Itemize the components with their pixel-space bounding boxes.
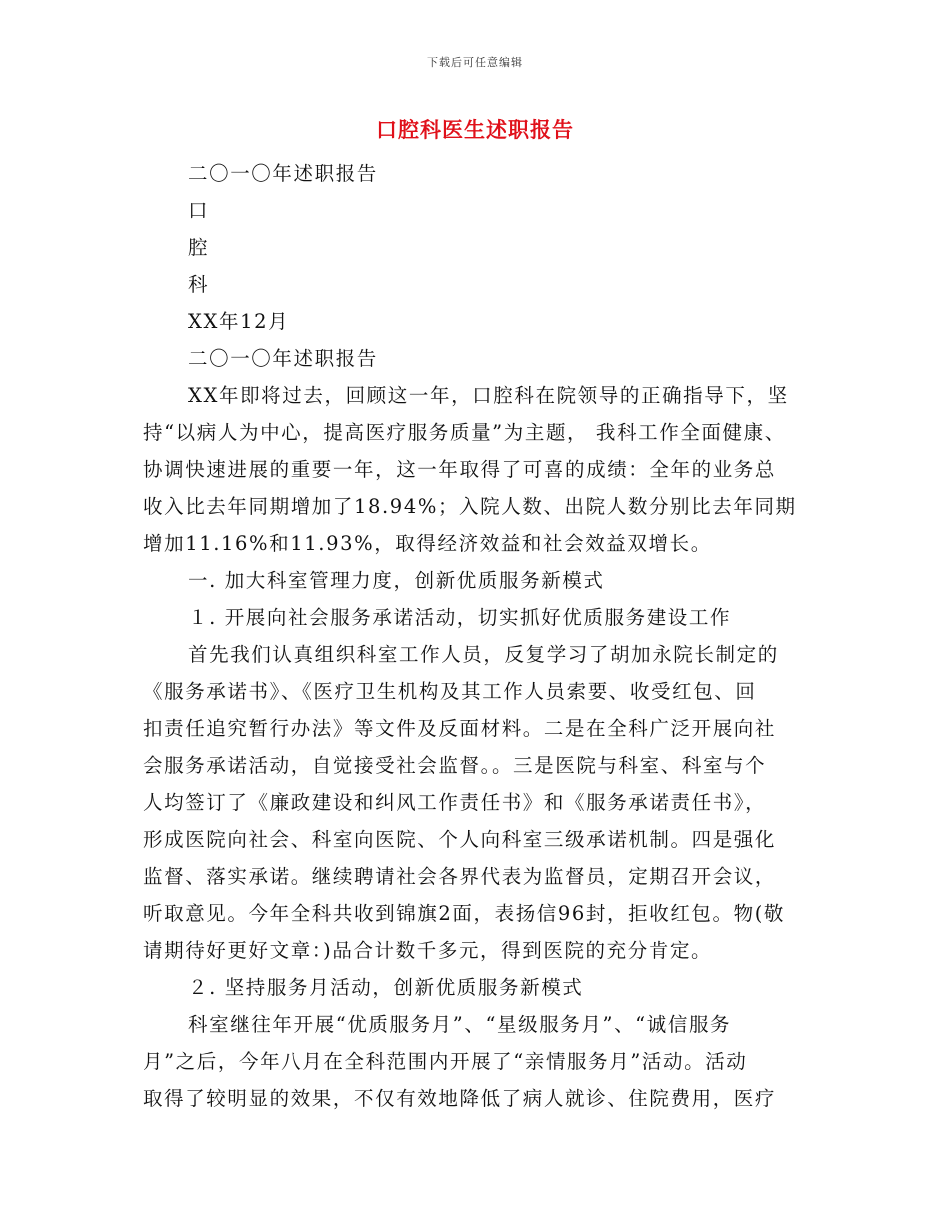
body-line: 扣责任追究暂行办法》等文件及反面材料。二是在全科广泛开展向社 [143,717,777,740]
body-line: 请期待好更好文章：)品合计数千多元，得到医院的充分肯定。 [143,939,713,962]
body-line: 持“以病人为中心，提高医疗服务质量”为主题， 我科工作全面健康、 [143,421,786,444]
document-title: 口腔科医生述职报告 [376,117,574,142]
body-line: 增加11.16%和11.93%，取得经济效益和社会效益双增长。 [143,532,712,555]
body-line: 《服务承诺书》、《医疗卫生机构及其工作人员索要、收受红包、回 [143,680,757,703]
subsection-heading: ２. 坚持服务月活动，创新优质服务新模式 [188,976,584,999]
body-line: XX年12月 [188,310,290,333]
body-line: 二〇一〇年述职报告 [188,162,378,185]
body-line: 月”之后，今年八月在全科范围内开展了“亲情服务月”活动。活动 [143,1050,748,1073]
body-line: 人均签订了《廉政建设和纠风工作责任书》和《服务承诺责任书》， [143,791,767,814]
body-line: 口 [188,199,210,222]
body-line: 收入比去年同期增加了18.94%；入院人数、出院人数分别比去年同期 [143,495,797,518]
subsection-heading: １. 开展向社会服务承诺活动，切实抓好优质服务建设工作 [188,606,732,629]
section-heading: 一. 加大科室管理力度，创新优质服务新模式 [188,569,605,592]
body-line: 听取意见。今年全科共收到锦旗2面，表扬信96封，拒收红包。物(敬 [143,902,786,925]
body-line: 监督、落实承诺。继续聘请社会各界代表为监督员，定期召开会议， [143,865,777,888]
body-line: 科室继往年开展“优质服务月”、“星级服务月”、“诚信服务 [188,1013,732,1036]
body-line: 首先我们认真组织科室工作人员，反复学习了胡加永院长制定的 [188,643,779,666]
body-line: 二〇一〇年述职报告 [188,347,378,370]
body-line: XX年即将过去，回顾这一年，口腔科在院领导的正确指导下，坚 [188,384,789,407]
body-line: 取得了较明显的效果，不仅有效地降低了病人就诊、住院费用，医疗 [143,1087,777,1110]
body-line: 科 [188,273,210,296]
body-line: 腔 [188,236,210,259]
page-header-note: 下载后可任意编辑 [427,56,523,69]
body-line: 形成医院向社会、科室向医院、个人向科室三级承诺机制。四是强化 [143,828,777,851]
body-line: 会服务承诺活动，自觉接受社会监督。。三是医院与科室、科室与个 [143,754,767,777]
body-line: 协调快速进展的重要一年，这一年取得了可喜的成绩：全年的业务总 [143,458,777,481]
